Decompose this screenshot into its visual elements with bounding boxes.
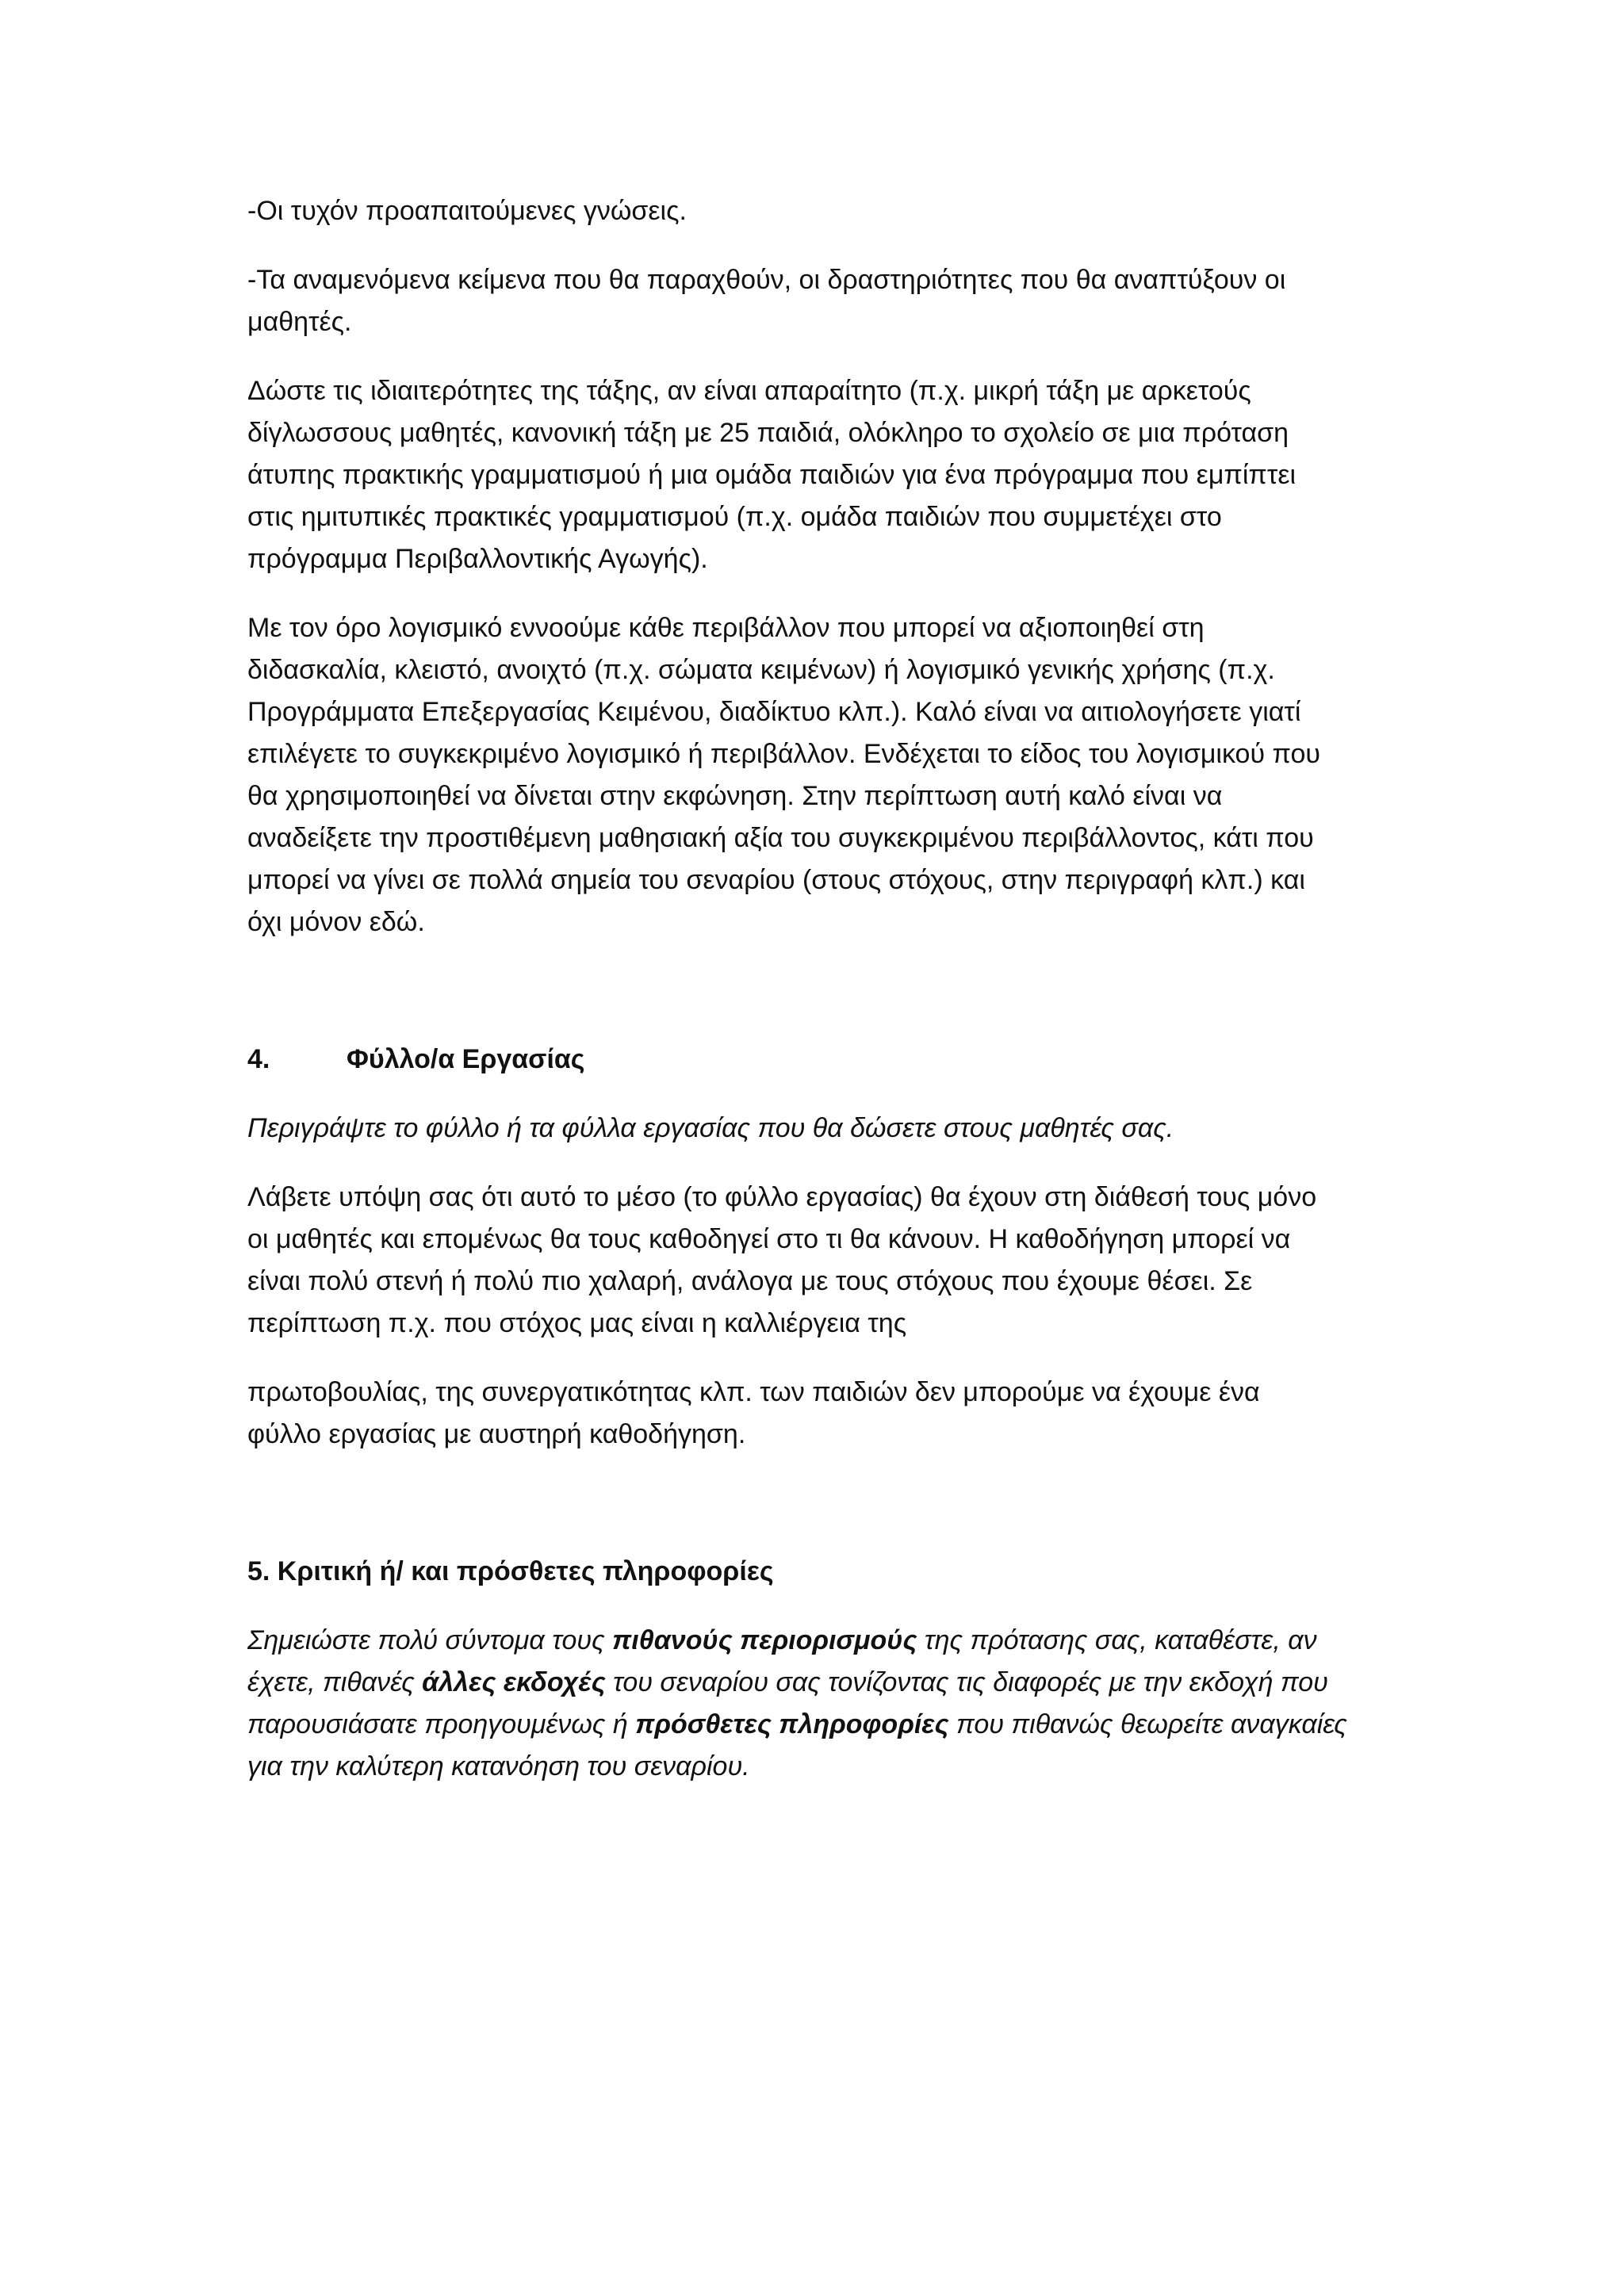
paragraph-expected-texts xyxy=(247,259,1396,343)
section-4-intro xyxy=(247,1108,1396,1150)
text-line: μαθητές. xyxy=(247,307,352,337)
text-line: πρωτοβουλίας, της συνεργατικότητας κλπ. των παιδιών δεν μπορούμε να έχουμε ένα xyxy=(247,1377,1260,1407)
text-line: οι μαθητές και επομένως θα τους καθοδηγεί στο τι θα κάνουν. Η καθοδήγηση μπορεί να xyxy=(247,1224,1291,1254)
text-line: Με τον όρο λογισμικό εννοούμε κάθε περιβάλλον που μπορεί να αξιοποιηθεί στη xyxy=(247,613,1205,643)
emphasis-text: πρόσθετες πληροφορίες xyxy=(635,1709,949,1739)
emphasis-text: πιθανούς περιορισμούς xyxy=(612,1625,917,1655)
text-line xyxy=(247,1704,1396,1746)
text-line: διδασκαλία, κλειστό, ανοιχτό (π.χ. σώματα κειμένων) ή λογισμικό γενικής χρήσης (π.χ. xyxy=(247,655,1275,685)
text-line: μπορεί να γίνει σε πολλά σημεία του σεναρίου (στους στόχους, στην περιγραφή κλπ.) και xyxy=(247,865,1305,895)
text-line: δίγλωσσους μαθητές, κανονική τάξη με 25 παιδιά, ολόκληρο το σχολείο σε μια πρόταση xyxy=(247,418,1289,448)
paragraph-software xyxy=(247,607,1396,943)
text-line: όχι μόνον εδώ. xyxy=(247,907,425,937)
text-line: για την καλύτερη κατανόηση του σεναρίου. xyxy=(247,1751,750,1781)
section-5-paragraph xyxy=(247,1620,1396,1788)
text-run: του σεναρίου σας τονίζοντας τις διαφορές με την εκδοχή που xyxy=(605,1667,1328,1697)
section-4-paragraph-2 xyxy=(247,1372,1396,1456)
text-line: επιλέγετε το συγκεκριμένο λογισμικό ή περιβάλλον. Ενδέχεται το είδος του λογισμικού που xyxy=(247,739,1320,769)
text-line: Λάβετε υπόψη σας ότι αυτό το μέσο (το φύλλο εργασίας) θα έχουν στη διάθεσή τους μόνο xyxy=(247,1182,1317,1212)
text-line: θα χρησιμοποιηθεί να δίνεται στην εκφώνηση. Στην περίπτωση αυτή καλό είναι να xyxy=(247,781,1223,811)
section-4-paragraph-1 xyxy=(247,1177,1396,1345)
section-4-heading xyxy=(247,1039,1396,1081)
text-run: έχετε, πιθανές xyxy=(247,1667,423,1697)
text-line: στις ημιτυπικές πρακτικές γραμματισμού (π.χ. ομάδα παιδιών που συμμετέχει στο xyxy=(247,502,1222,532)
text-line xyxy=(247,1662,1396,1704)
document-page xyxy=(247,190,1396,1788)
text-line: Δώστε τις ιδιαιτερότητες της τάξης, αν είναι απαραίτητο (π.χ. μικρή τάξη με αρκετούς xyxy=(247,376,1251,406)
text-line: Προγράμματα Επεξεργασίας Κειμένου, διαδίκτυο κλπ.). Καλό είναι να αιτιολογήσετε γιατί xyxy=(247,697,1301,727)
section-number: 4. xyxy=(247,1044,270,1074)
text-line: περίπτωση π.χ. που στόχος μας είναι η καλλιέργεια της xyxy=(247,1308,907,1338)
text-line: Περιγράψτε το φύλλο ή τα φύλλα εργασίας που θα δώσετε στους μαθητές σας. xyxy=(247,1113,1174,1143)
emphasis-text: άλλες εκδοχές xyxy=(422,1667,606,1697)
text-line: είναι πολύ στενή ή πολύ πιο χαλαρή, ανάλογα με τους στόχους που έχουμε θέσει. Σε xyxy=(247,1266,1253,1296)
paragraph-prerequisites xyxy=(247,190,1396,232)
text-line: -Τα αναμενόμενα κείμενα που θα παραχθούν, οι δραστηριότητες που θα αναπτύξουν οι xyxy=(247,265,1286,295)
section-title: Φύλλο/α Εργασίας xyxy=(347,1044,585,1074)
text-line: αναδείξετε την προστιθέμενη μαθησιακή αξία του συγκεκριμένου περιβάλλοντος, κάτι που xyxy=(247,823,1314,853)
text-line: άτυπης πρακτικής γραμματισμού ή μια ομάδα παιδιών για ένα πρόγραμμα που εμπίπτει xyxy=(247,460,1297,490)
text-line: φύλλο εργασίας με αυστηρή καθοδήγηση. xyxy=(247,1419,746,1449)
text-run: παρουσιάσατε προηγουμένως ή xyxy=(247,1709,636,1739)
text-line xyxy=(247,1620,1396,1662)
text-run: της πρότασης σας, καταθέστε, αν xyxy=(917,1625,1317,1655)
text-run: Σημειώστε πολύ σύντομα τους xyxy=(247,1625,613,1655)
text-run: που πιθανώς θεωρείτε αναγκαίες xyxy=(948,1709,1347,1739)
text-line: -Οι τυχόν προαπαιτούμενες γνώσεις. xyxy=(247,196,687,226)
text-line: πρόγραμμα Περιβαλλοντικής Αγωγής). xyxy=(247,544,708,574)
section-title: 5. Κριτική ή/ και πρόσθετες πληροφορίες xyxy=(247,1556,774,1586)
section-5-heading xyxy=(247,1551,1396,1593)
paragraph-class-specifics xyxy=(247,370,1396,580)
